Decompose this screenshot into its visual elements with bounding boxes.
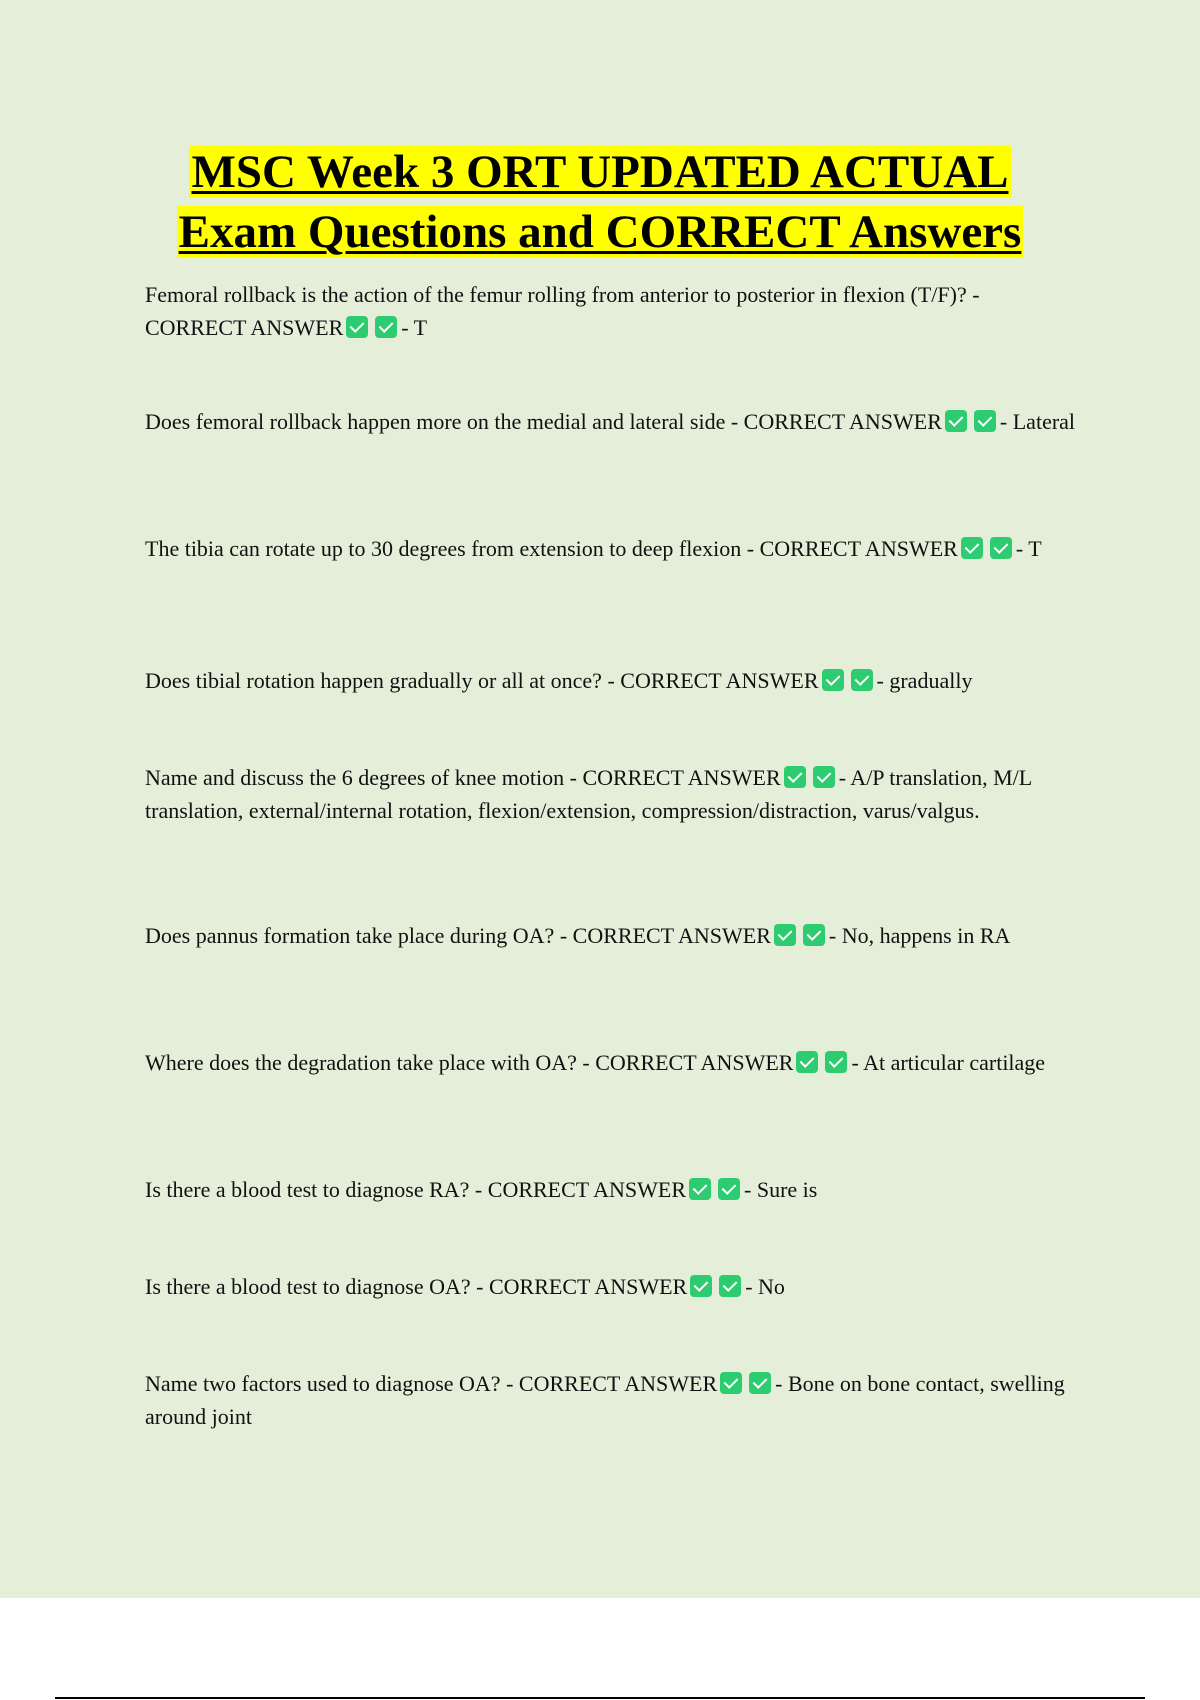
page-title xyxy=(177,142,1024,262)
check-mark-icon xyxy=(961,537,983,559)
answer-text: - A/P translation, M/L translation, external/internal rotation, flexion/extension, compression/distraction, varus/valgus. xyxy=(145,765,1032,823)
question-text: Does femoral rollback happen more on the medial and lateral side - xyxy=(145,409,739,434)
qa-item-3 xyxy=(145,532,1080,565)
question-text: The tibia can rotate up to 30 degrees from extension to deep flexion - xyxy=(145,536,755,561)
check-mark-icon xyxy=(945,410,967,432)
answer-marker: CORRECT ANSWER xyxy=(572,923,771,948)
answer-marker: CORRECT ANSWER xyxy=(759,536,958,561)
qa-item-9 xyxy=(145,1270,1080,1303)
check-mark-icon xyxy=(690,1275,712,1297)
check-mark-icon xyxy=(689,1178,711,1200)
answer-text: - Sure is xyxy=(744,1177,818,1202)
qa-item-7 xyxy=(145,1046,1080,1079)
check-mark-icon xyxy=(851,669,873,691)
check-mark-icon xyxy=(718,1178,740,1200)
check-mark-icon xyxy=(774,924,796,946)
check-mark-icon xyxy=(346,316,368,338)
question-text: Does pannus formation take place during OA? - xyxy=(145,923,568,948)
qa-item-8 xyxy=(145,1173,1080,1206)
answer-marker: CORRECT ANSWER xyxy=(487,1177,687,1202)
question-text: Does tibial rotation happen gradually or all at once? - xyxy=(145,668,615,693)
question-text: Is there a blood test to diagnose RA? - xyxy=(145,1177,483,1202)
check-mark-icon xyxy=(990,537,1012,559)
check-mark-icon xyxy=(784,766,806,788)
question-text: Femoral rollback is the action of the femur rolling from anterior to posterior in flexion (T/F)? - xyxy=(145,282,980,307)
check-mark-icon xyxy=(749,1372,771,1394)
check-mark-icon xyxy=(796,1051,818,1073)
check-mark-icon xyxy=(375,316,397,338)
qa-item-1 xyxy=(145,278,1080,344)
check-mark-icon xyxy=(813,766,835,788)
answer-text: - Lateral xyxy=(999,409,1076,434)
question-text: Name and discuss the 6 degrees of knee motion - xyxy=(145,765,577,790)
check-mark-icon xyxy=(720,1372,742,1394)
qa-item-10 xyxy=(145,1367,1080,1433)
answer-marker: CORRECT ANSWER xyxy=(582,765,781,790)
answer-marker: CORRECT ANSWER xyxy=(743,409,942,434)
title-line-2: Exam Questions and CORRECT Answers xyxy=(178,206,1022,258)
answer-marker: CORRECT ANSWER xyxy=(145,315,344,340)
answer-text: - T xyxy=(401,315,428,340)
question-text: Name two factors used to diagnose OA? - xyxy=(145,1371,514,1396)
qa-item-4 xyxy=(145,664,1080,697)
title-block xyxy=(0,142,1200,262)
question-text: Where does the degradation take place with OA? - xyxy=(145,1050,590,1075)
answer-text: - gradually xyxy=(876,668,973,693)
answer-marker: CORRECT ANSWER xyxy=(620,668,819,693)
check-mark-icon xyxy=(825,1051,847,1073)
qa-item-2 xyxy=(145,405,1080,438)
answer-marker: CORRECT ANSWER xyxy=(488,1274,688,1299)
question-text: Is there a blood test to diagnose OA? - xyxy=(145,1274,484,1299)
answer-text: - At articular cartilage xyxy=(851,1050,1046,1075)
answer-marker: CORRECT ANSWER xyxy=(518,1371,718,1396)
title-line-1: MSC Week 3 ORT UPDATED ACTUAL xyxy=(191,146,1009,198)
check-mark-icon xyxy=(974,410,996,432)
footer-divider xyxy=(55,1697,1145,1699)
qa-item-5 xyxy=(145,761,1080,827)
answer-text: - No xyxy=(745,1274,785,1299)
answer-text: - No, happens in RA xyxy=(828,923,1011,948)
check-mark-icon xyxy=(822,669,844,691)
check-mark-icon xyxy=(719,1275,741,1297)
qa-item-6 xyxy=(145,919,1080,952)
answer-text: - Bone on bone contact, swelling around joint xyxy=(145,1371,1065,1429)
check-mark-icon xyxy=(803,924,825,946)
answer-text: - T xyxy=(1015,536,1042,561)
answer-marker: CORRECT ANSWER xyxy=(595,1050,794,1075)
